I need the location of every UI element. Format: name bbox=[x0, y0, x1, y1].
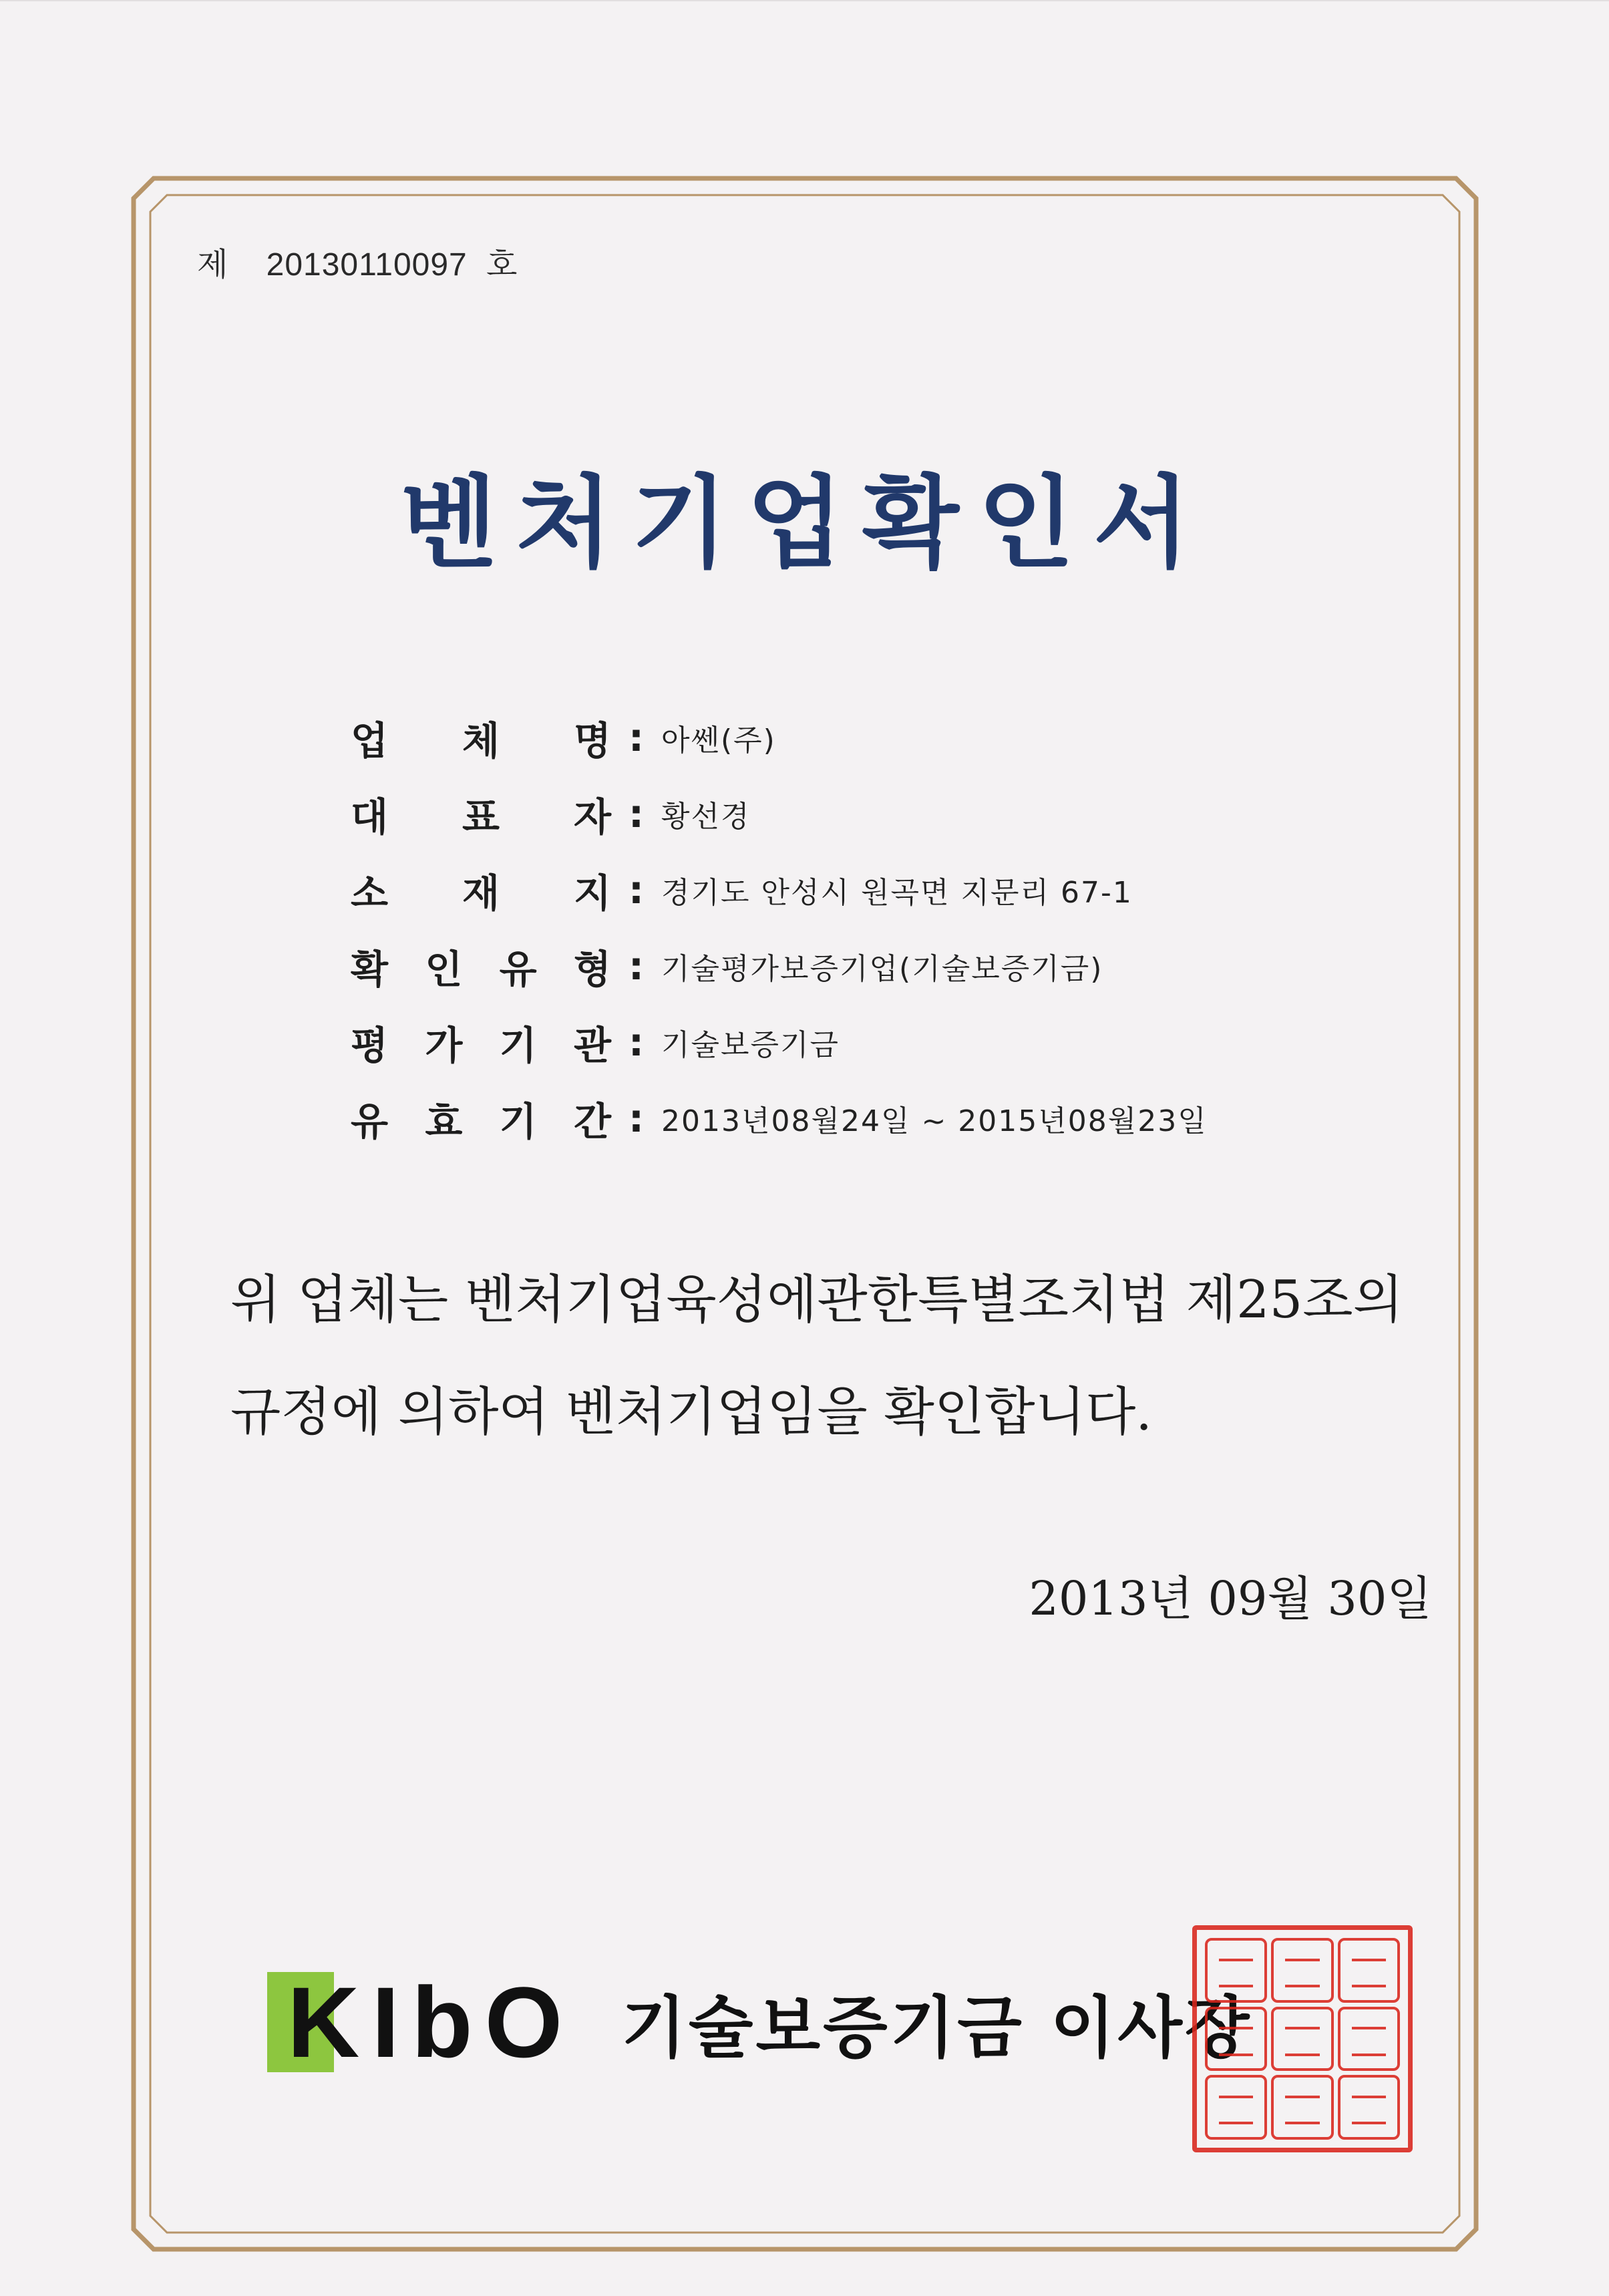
label-char: 유 bbox=[351, 1099, 389, 1144]
field-value: 기술보증기금 bbox=[661, 1028, 840, 1062]
field-label bbox=[351, 786, 611, 842]
issuer-name: 기술보증기금 이사장 bbox=[621, 1989, 1252, 2067]
issuer-block bbox=[267, 1966, 1252, 2078]
seal-glyph bbox=[1271, 2075, 1333, 2140]
official-seal-icon bbox=[1192, 1925, 1413, 2152]
certificate-fields bbox=[351, 699, 1208, 1156]
seal-glyph bbox=[1338, 2007, 1400, 2072]
issue-date: 2013년 09월 30일 bbox=[1029, 1571, 1432, 1626]
field-value: 아쎈(주) bbox=[661, 723, 776, 758]
label-char: 지 bbox=[573, 870, 611, 916]
field-confirmation-type bbox=[351, 928, 1208, 1004]
label-char: 기 bbox=[499, 1023, 537, 1068]
certificate-number-suffix: 호 bbox=[486, 246, 518, 283]
label-char: 평 bbox=[351, 1023, 389, 1068]
confirmation-statement bbox=[230, 1244, 1446, 1468]
seal-glyph bbox=[1205, 2075, 1267, 2140]
field-label bbox=[351, 1090, 611, 1146]
label-char: 기 bbox=[499, 1099, 537, 1144]
field-value: 경기도 안성시 원곡면 지문리 67-1 bbox=[661, 876, 1133, 910]
field-colon: : bbox=[628, 1096, 645, 1141]
field-colon: : bbox=[628, 867, 645, 913]
seal-glyph bbox=[1205, 1938, 1267, 2003]
label-char: 인 bbox=[425, 947, 463, 992]
certificate-number-prefix: 제 bbox=[197, 246, 229, 283]
label-char: 확 bbox=[351, 947, 389, 992]
label-char: 형 bbox=[573, 947, 611, 992]
seal-glyph bbox=[1338, 2075, 1400, 2140]
label-char: 대 bbox=[351, 794, 389, 840]
statement-line: 위 업체는 벤처기업육성에관한특별조치법 제25조의 bbox=[230, 1270, 1403, 1330]
field-value: 2013년08월24일 ~ 2015년08월23일 bbox=[661, 1104, 1208, 1138]
field-value: 황선경 bbox=[661, 800, 751, 834]
field-address bbox=[351, 852, 1208, 928]
label-char: 자 bbox=[573, 794, 611, 840]
label-char: 관 bbox=[573, 1023, 611, 1068]
label-char: 체 bbox=[462, 718, 500, 764]
label-char: 재 bbox=[462, 870, 500, 916]
field-colon: : bbox=[628, 1019, 645, 1065]
kibo-logo bbox=[267, 1966, 575, 2078]
field-value: 기술평가보증기업(기술보증기금) bbox=[661, 952, 1103, 986]
field-colon: : bbox=[628, 715, 645, 760]
seal-glyph bbox=[1271, 2007, 1333, 2072]
statement-line: 규정에 의하여 벤처기업임을 확인합니다. bbox=[230, 1382, 1153, 1442]
label-char: 소 bbox=[351, 870, 389, 916]
field-representative bbox=[351, 776, 1208, 852]
certificate-number bbox=[197, 238, 518, 285]
field-company-name bbox=[351, 699, 1208, 776]
field-label bbox=[351, 862, 611, 918]
label-char: 간 bbox=[573, 1099, 611, 1144]
certificate-title: 벤처기업확인서 bbox=[400, 464, 1209, 582]
field-evaluation-agency bbox=[351, 1004, 1208, 1080]
field-colon: : bbox=[628, 791, 645, 836]
label-char: 효 bbox=[425, 1099, 463, 1144]
seal-glyph bbox=[1205, 2007, 1267, 2072]
label-char: 표 bbox=[462, 794, 500, 840]
seal-glyph bbox=[1271, 1938, 1333, 2003]
seal-glyph bbox=[1338, 1938, 1400, 2003]
field-colon: : bbox=[628, 943, 645, 989]
logo-text: KIbO bbox=[287, 1966, 575, 2078]
field-validity-period bbox=[351, 1080, 1208, 1156]
certificate-number-value: 20130110097 bbox=[266, 247, 468, 283]
label-char: 명 bbox=[573, 718, 611, 764]
field-label bbox=[351, 709, 611, 766]
label-char: 업 bbox=[351, 718, 389, 764]
label-char: 유 bbox=[499, 947, 537, 992]
field-label bbox=[351, 1014, 611, 1070]
field-label bbox=[351, 938, 611, 994]
label-char: 가 bbox=[425, 1023, 463, 1068]
